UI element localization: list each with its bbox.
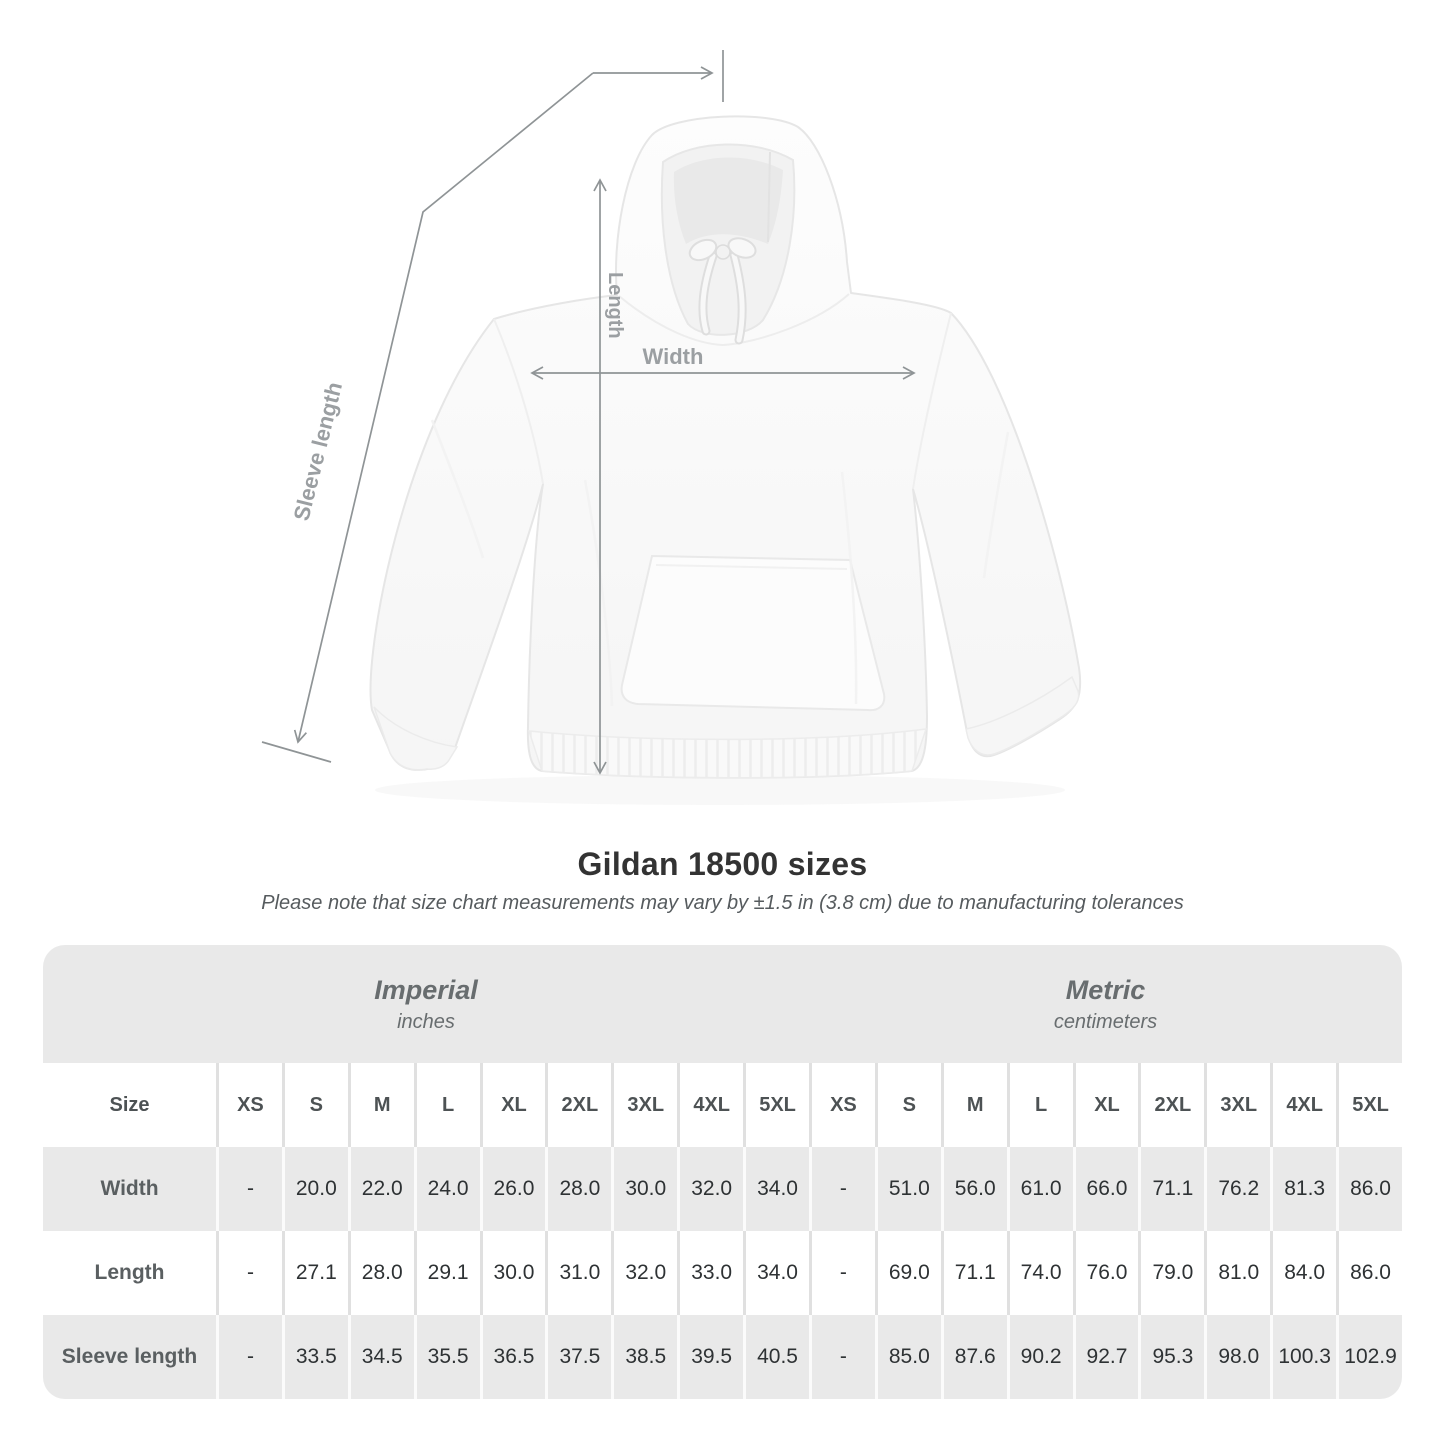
table-cell: 29.1 [414,1231,480,1315]
table-cell: 69.0 [875,1231,941,1315]
table-cell: 66.0 [1073,1147,1139,1231]
table-cell: 27.1 [282,1231,348,1315]
size-col-header: 3XL [1204,1063,1270,1147]
table-cell: 76.2 [1204,1147,1270,1231]
row-label: Sleeve length [43,1315,216,1399]
table-cell: 32.0 [677,1147,743,1231]
size-col-header: L [414,1063,480,1147]
table-row [43,1231,1402,1315]
length-label: Length [604,272,626,339]
metric-group-title: Metric [1065,974,1146,1005]
table-cell: 51.0 [875,1147,941,1231]
table-cell: 102.9 [1336,1315,1402,1399]
table-cell: 76.0 [1073,1231,1139,1315]
table-cell: 30.0 [611,1147,677,1231]
imperial-group-title: Imperial [374,974,478,1005]
size-col-header: S [282,1063,348,1147]
table-cell: 85.0 [875,1315,941,1399]
size-column-header: Size [43,1063,216,1147]
page-title: Gildan 18500 sizes [577,846,868,882]
size-col-header: XL [1073,1063,1139,1147]
heading-block [0,846,1445,915]
size-table-body [43,1147,1402,1399]
table-cell: 24.0 [414,1147,480,1231]
table-cell: 34.5 [348,1315,414,1399]
size-col-header: 3XL [611,1063,677,1147]
table-cell: 33.5 [282,1315,348,1399]
table-cell: - [216,1315,282,1399]
table-cell: 28.0 [545,1147,611,1231]
table-cell: 79.0 [1138,1231,1204,1315]
table-cell: 26.0 [480,1147,546,1231]
size-col-header: M [941,1063,1007,1147]
table-cell: 30.0 [480,1231,546,1315]
table-cell: 61.0 [1007,1147,1073,1231]
size-col-header: XS [809,1063,875,1147]
metric-group-unit: centimeters [1053,1010,1158,1033]
table-cell: 100.3 [1270,1315,1336,1399]
table-cell: 40.5 [743,1315,809,1399]
size-col-header: 2XL [1138,1063,1204,1147]
table-cell: 86.0 [1336,1147,1402,1231]
sleeve-length-label: Sleeve length [288,379,348,524]
row-label: Length [43,1231,216,1315]
size-header-row [43,1063,1402,1147]
table-cell: 32.0 [611,1231,677,1315]
table-cell: - [216,1231,282,1315]
table-cell: 20.0 [282,1147,348,1231]
table-cell: 36.5 [480,1315,546,1399]
kangaroo-pocket [622,556,885,710]
table-cell: 87.6 [941,1315,1007,1399]
size-col-header: 4XL [677,1063,743,1147]
table-cell: 28.0 [348,1231,414,1315]
table-cell: - [809,1147,875,1231]
size-col-header: XS [216,1063,282,1147]
table-cell: 98.0 [1204,1315,1270,1399]
size-col-header: S [875,1063,941,1147]
row-label: Width [43,1147,216,1231]
table-cell: - [809,1315,875,1399]
table-cell: 71.1 [1138,1147,1204,1231]
table-cell: 22.0 [348,1147,414,1231]
size-col-header: 5XL [1336,1063,1402,1147]
hood-inner-shadow [674,157,783,244]
table-cell: 37.5 [545,1315,611,1399]
size-col-header: L [1007,1063,1073,1147]
table-cell: 90.2 [1007,1315,1073,1399]
table-cell: 39.5 [677,1315,743,1399]
table-cell: 74.0 [1007,1231,1073,1315]
table-cell: 34.0 [743,1147,809,1231]
table-cell: 71.1 [941,1231,1007,1315]
table-cell: 84.0 [1270,1231,1336,1315]
table-cell: 38.5 [611,1315,677,1399]
tolerance-note: Please note that size chart measurements may vary by ±1.5 in (3.8 cm) due to manufacturing tolerances [261,892,1184,914]
sleeve-bottom-tick [262,742,331,762]
size-col-header: 2XL [545,1063,611,1147]
table-cell: 35.5 [414,1315,480,1399]
width-label: Width [642,344,704,369]
table-row [43,1315,1402,1399]
unit-header-band [43,945,1402,1063]
size-col-header: 5XL [743,1063,809,1147]
size-col-header: XL [480,1063,546,1147]
unit-group-imperial [43,945,809,1063]
table-cell: - [216,1147,282,1231]
table-cell: 81.3 [1270,1147,1336,1231]
table-row [43,1147,1402,1231]
size-col-header: 4XL [1270,1063,1336,1147]
table-cell: 56.0 [941,1147,1007,1231]
table-cell: 81.0 [1204,1231,1270,1315]
imperial-group-unit: inches [397,1010,455,1033]
hoodie-illustration [371,116,1081,805]
table-cell: - [809,1231,875,1315]
table-cell: 92.7 [1073,1315,1139,1399]
table-cell: 86.0 [1336,1231,1402,1315]
unit-group-metric [809,945,1402,1063]
table-cell: 95.3 [1138,1315,1204,1399]
size-table [43,945,1402,1399]
table-cell: 33.0 [677,1231,743,1315]
table-cell: 31.0 [545,1231,611,1315]
table-cell: 34.0 [743,1231,809,1315]
size-col-header: M [348,1063,414,1147]
ground-shadow [375,775,1065,805]
